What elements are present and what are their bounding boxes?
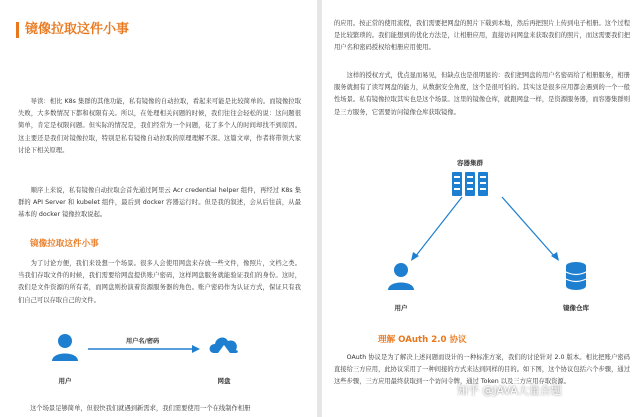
footer-paragraph: 这个场景足够简单，但很快我们就遇到新需求，我们需要使用一个在线制作相册 [30, 405, 251, 412]
disk-label: 网盘 [217, 377, 231, 385]
top-paragraph: 的应用。按正常的使用流程，我们需要把网盘的照片下载到本地，然后再把照片上传到电子相册。这个过程是比较繁琐的。我们能想到的优化方法是，让相册应用，直接访问网盘来获取我们的照片，而这需要我们把用户名和密码授权给相册应用使用。 [334, 20, 630, 52]
database-icon [566, 262, 586, 290]
section-heading: 镜像拉取这件小事 [30, 239, 99, 249]
intro-paragraph: 导读：相比 K8s 集群的其他功能，私有镜像的自动拉取，看起来可能是比较简单的。而镜像拉取失败，大多数情况下都和权限有关。所以，在处理相关问题的时候，我们往往会轻松的说：这问题很简单，肯定是权限问题。但实际的情况是，我们经常为一个问题，花了多个人的时间却找不到原因。这主要还是我们对镜像拉取，特别是私有镜像自动拉取的原理理解不深。这篇文章，作者将带领大家讨论下相关原理。 [18, 98, 301, 154]
user-label: 用户 [394, 304, 408, 312]
oauth-paragraph: OAuth 协议是为了解决上述问题而设计的一种标准方案，我们的讨论针对 2.0 版本。相比把账户密码直接给三方应用，此协议采用了一种间接的方式来达到同样的目的。如下图，这个协议包括六个步骤，通过这些步骤，三方应用最终获取到一个访问令牌，通过 Token 以及三方应用存取资源。 [334, 354, 630, 386]
order-paragraph: 顺序上来说，私有镜像自动拉取会首先通过阿里云 Acr credential helper 组件，再经过 K8s 集群的 API Server 和 kubelet 组件，最后到 docker 容器运行时。但是我的叙述，会从后往前，从最基本的 docker 镜像拉取说起。 [18, 187, 301, 219]
server-cluster-icon [452, 172, 488, 196]
cloud-storage-icon [206, 331, 242, 361]
scenario-paragraph: 为了讨论方便，我们来设想一个场景。很多人会使用网盘来存放一些文件，像照片，文档之类。当我们存取文件的时候，我们需要给网盘提供账户密码，这样网盘服务就能验证我们的身份。这时，我们是文件资源的所有者，而网盘则扮演着资源服务器的角色。账户密码作为认证方式，保证只有我们自己可以存取自己的文件。 [18, 260, 301, 304]
arrow-label: 用户名/密码 [126, 338, 160, 345]
cluster-label: 容器集群 [457, 159, 483, 167]
left-page [0, 0, 317, 417]
connector-lines [407, 195, 567, 265]
repo-label: 镜像仓库 [563, 304, 589, 312]
authorization-paragraph: 这样的授权方式，优点显而易见，但缺点也是很明显的：我们把网盘的用户名密码给了相册服务，相册服务就拥有了读写网盘的能力，从数据安全角度，这个是很可怕的。其实这是很多应用都会遇到的一个一般性场景。私有镜像拉取其实也是这个场景。这里的镜像仓库，就跟网盘一样，是资源服务器，而容器集群则是三方服务，它需要访问镜像仓库获取镜像。 [334, 72, 630, 116]
right-page [322, 0, 640, 417]
right-arrow-icon [88, 344, 200, 354]
user-icon [52, 333, 78, 361]
user-label: 用户 [58, 377, 72, 385]
user-icon [388, 262, 414, 290]
watermark: 知乎 @JAVA大量合题 [457, 384, 562, 397]
chapter-title: 镜像拉取这件小事 [16, 22, 129, 38]
oauth-heading: 理解 OAuth 2.0 协议 [378, 335, 467, 345]
